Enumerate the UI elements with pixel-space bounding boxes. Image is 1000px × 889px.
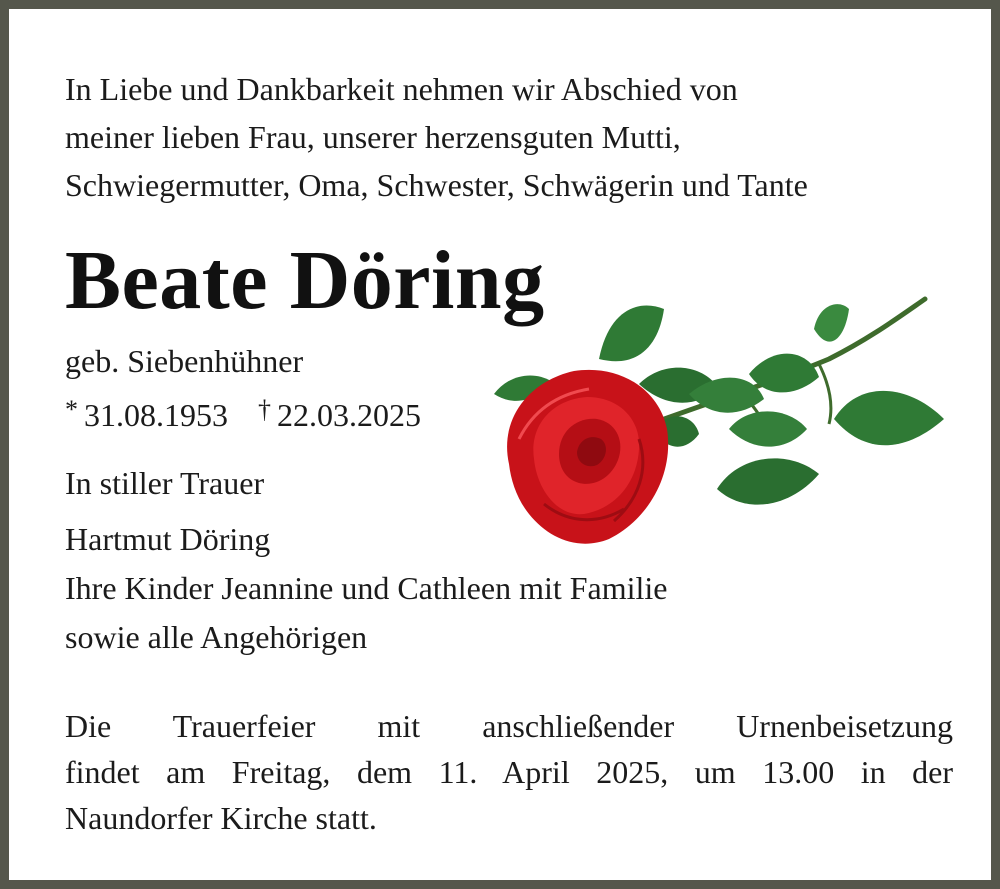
mourning-heading: In stiller Trauer [65,465,265,501]
mourner-1: Hartmut Döring [65,521,271,557]
ceremony-line-3: Naundorfer Kirche statt. [65,800,377,836]
ceremony-line-1: Die Trauerfeier mit anschließender Urnenbeisetzung [65,708,953,744]
deceased-name: Beate Döring [65,234,545,327]
birth-symbol: * [65,395,78,424]
rose-leaf [599,306,664,362]
rose-stem-branch [819,364,831,424]
birth-date: 31.08.1953 [84,397,228,433]
rose-leaf [814,304,849,341]
rose-leaf [717,458,819,504]
ceremony-line-2: findet am Freitag, dem 11. April 2025, um 13.00 in der [65,754,953,790]
rose-illustration [489,289,949,549]
death-symbol: † [258,395,271,424]
death-date: 22.03.2025 [277,397,421,433]
rose-leaf [834,391,944,445]
intro-line-3: Schwiegermutter, Oma, Schwester, Schwägerin und Tante [65,167,808,203]
mourner-3: sowie alle Angehörigen [65,619,368,655]
intro-line-2: meiner lieben Frau, unserer herzensguten Mutti, [65,119,681,155]
birth-name: geb. Siebenhühner [65,343,304,379]
life-dates [65,397,421,431]
intro-line-1: In Liebe und Dankbarkeit nehmen wir Abschied von [65,71,738,107]
mourner-2: Ihre Kinder Jeannine und Cathleen mit Familie [65,570,668,606]
rose-leaf [729,411,807,446]
